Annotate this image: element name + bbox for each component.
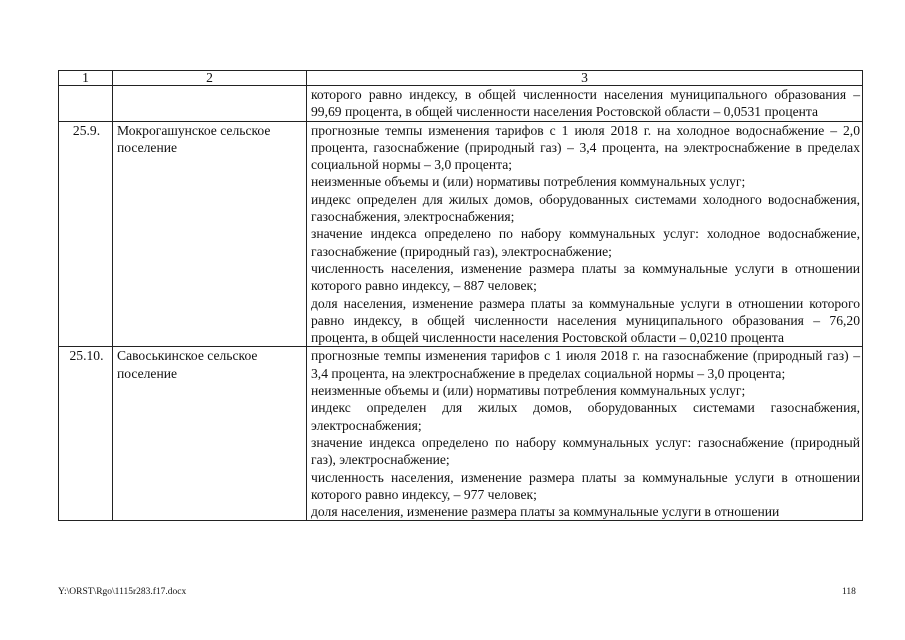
- description-paragraph: неизменные объемы и (или) нормативы потребления коммунальных услуг;: [311, 383, 746, 399]
- table-row: [59, 121, 863, 347]
- header-col-2: 2: [113, 71, 307, 86]
- description-paragraph: прогнозные темпы изменения тарифов с 1 июля 2018 г. на холодное водоснабжение – 2,0 процента, газоснабжение (природный газ) – 3,4 процента, на электроснабжение в пределах социальной нормы – 3,0 процента;: [311, 122, 860, 173]
- description-paragraph: доля населения, изменение размера платы за коммунальные услуги в отношении которого равно индексу, в общей численности населения муниципального образования – 76,20 процента, в общей численности населения Ростовской области – 0,0210 процента: [311, 295, 860, 346]
- table-header-row: [59, 71, 863, 86]
- footer-page-number: 118: [842, 587, 856, 597]
- settlement-name: Савоськинское сельское поселение: [113, 347, 307, 521]
- settlement-name: Мокрогашунское сельское поселение: [113, 121, 307, 347]
- description-paragraph: значение индекса определено по набору коммунальных услуг: газоснабжение (природный газ), электроснабжение;: [311, 434, 860, 468]
- description-paragraph: доля населения, изменение размера платы за коммунальные услуги в отношении: [311, 504, 780, 520]
- table-row: [59, 86, 863, 122]
- description-paragraph: индекс определен для жилых домов, оборудованных системами холодного водоснабжения, газоснабжения, электроснабжения;: [311, 191, 860, 225]
- footer-file-path: Y:\ORST\Rgo\1115r283.f17.docx: [58, 587, 187, 597]
- description-paragraph: численность населения, изменение размера платы за коммунальные услуги в отношении которого равно индексу, – 887 человек;: [311, 260, 860, 294]
- row-number: [59, 86, 113, 122]
- description-paragraph: которого равно индексу, в общей численности населения муниципального образования – 99,69 процента, в общей численности населения Ростовской области – 0,0531 процента: [311, 87, 860, 120]
- row-number: 25.10.: [59, 347, 113, 521]
- table-row: [59, 347, 863, 521]
- index-description: [307, 347, 863, 521]
- document-table: [58, 70, 863, 521]
- index-description: [307, 121, 863, 347]
- row-number: 25.9.: [59, 121, 113, 347]
- settlement-name: [113, 86, 307, 122]
- description-paragraph: прогнозные темпы изменения тарифов с 1 июля 2018 г. на газоснабжение (природный газ) – 3,4 процента, на электроснабжение в пределах социальной нормы – 3,0 процента;: [311, 348, 860, 381]
- description-paragraph: численность населения, изменение размера платы за коммунальные услуги в отношении которого равно индексу, – 977 человек;: [311, 469, 860, 502]
- description-paragraph: индекс определен для жилых домов, оборудованных системами газоснабжения, электроснабжения;: [311, 400, 860, 433]
- header-col-1: 1: [59, 71, 113, 86]
- description-paragraph: значение индекса определено по набору коммунальных услуг: холодное водоснабжение, газоснабжение (природный газ), электроснабжение;: [311, 226, 860, 259]
- index-description: [307, 86, 863, 122]
- description-paragraph: неизменные объемы и (или) нормативы потребления коммунальных услуг;: [311, 174, 746, 190]
- header-col-3: 3: [307, 71, 863, 86]
